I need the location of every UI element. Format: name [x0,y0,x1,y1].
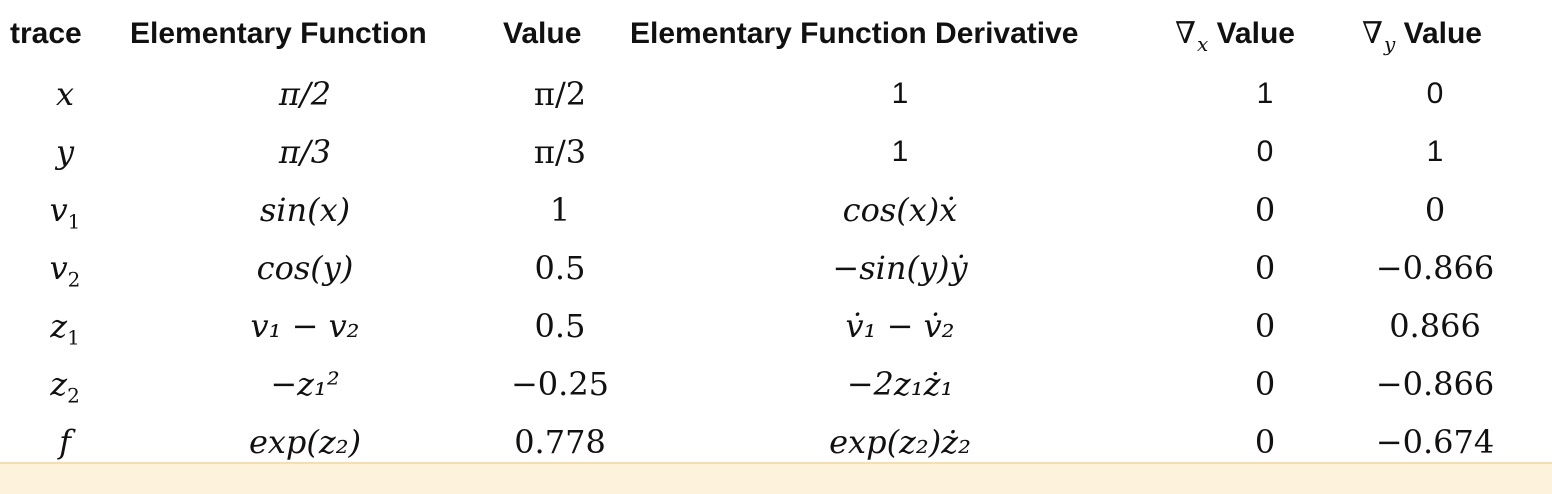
header-elementary-function-derivative: Elementary Function Derivative [630,17,1079,50]
function-cell: π/3 [278,133,332,171]
grad-y-cell: 0 [1424,191,1446,229]
nabla-y-symbol: ∇ [1362,16,1383,51]
value-cell: π/3 [533,133,587,171]
trace-cell: y [55,133,75,171]
function-cell: v₁ − v₂ [250,307,360,345]
grad-x-cell: 0 [1254,249,1276,287]
grad-y-cell: 1 [1426,135,1444,168]
derivative-cell: exp(z₂)ż₂ [829,423,971,461]
grad-x-cell: 0 [1254,191,1276,229]
grad-x-cell: 0 [1254,423,1276,461]
function-cell: π/2 [278,75,332,113]
grad-x-subscript: x [1196,32,1209,56]
grad-x-cell: 1 [1256,77,1274,110]
derivative-cell: 1 [891,77,909,110]
grad-y-label: Value [1403,17,1482,50]
grad-x-cell: 0 [1256,135,1274,168]
grad-y-cell: −0.674 [1375,423,1495,461]
trace-cell: $z_2$ [50,365,80,408]
function-cell: −z₁² [270,365,340,403]
value-cell: 1 [549,191,571,229]
grad-y-cell: 0 [1426,77,1444,110]
table-row [0,239,1552,297]
value-cell: 0.5 [534,307,586,345]
derivative-cell: −2z₁ż₁ [846,365,954,403]
grad-x-label: Value [1216,17,1295,50]
table-row [0,181,1552,239]
value-cell: π/2 [533,75,587,113]
trace-cell: x [55,75,75,113]
trace-cell: $v_2$ [49,249,81,292]
table-row [0,65,1552,123]
header-value: Value [503,17,582,50]
value-cell: −0.25 [510,365,610,403]
function-cell: sin(x) [259,191,351,229]
header-elementary-function: Elementary Function [130,17,427,50]
table-row [0,297,1552,355]
grad-y-cell: −0.866 [1375,365,1495,403]
value-cell: 0.5 [534,249,586,287]
derivative-cell: −sin(y)ẏ [832,249,968,287]
header-grad-y-value [1362,12,1482,56]
table-row [0,123,1552,181]
grad-x-cell: 0 [1254,307,1276,345]
function-cell: cos(y) [256,249,354,287]
header-trace: trace [10,17,82,50]
header-grad-x-value [1175,12,1295,56]
value-cell: 0.778 [514,423,606,461]
footer-band [0,462,1552,494]
grad-x-cell: 0 [1254,365,1276,403]
trace-cell: $z_1$ [50,307,80,350]
function-cell: exp(z₂) [248,423,362,461]
grad-y-subscript: y [1383,32,1396,56]
grad-y-cell: 0.866 [1389,307,1481,345]
derivative-cell: 1 [891,135,909,168]
trace-cell: f [59,423,71,461]
trace-cell: $v_1$ [49,191,81,234]
grad-y-cell: −0.866 [1375,249,1495,287]
derivative-cell: v̇₁ − v̇₂ [845,307,955,345]
table-row [0,355,1552,413]
derivative-cell: cos(x)ẋ [842,191,958,229]
nabla-x-symbol: ∇ [1175,16,1196,51]
